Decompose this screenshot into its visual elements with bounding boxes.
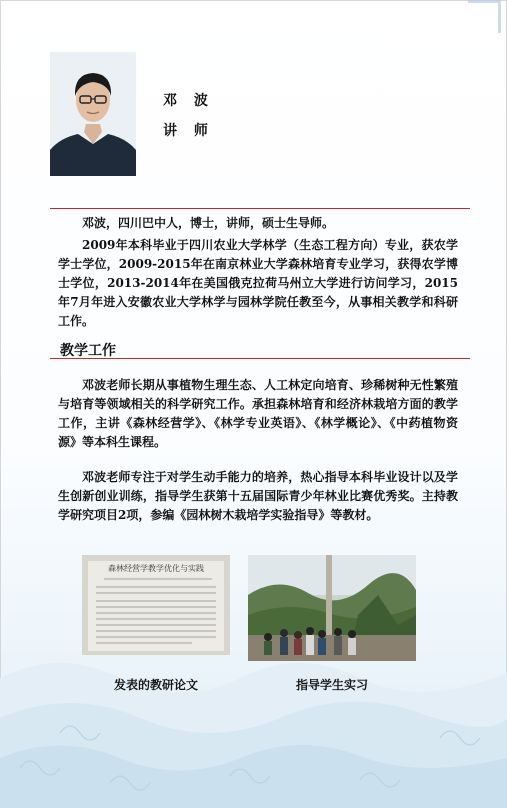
field-trip-caption: 指导学生实习	[295, 678, 368, 692]
paper-photo	[82, 555, 230, 655]
field-trip-photo	[248, 555, 416, 661]
divider-top	[50, 208, 470, 209]
divider-section	[50, 358, 470, 359]
portrait-photo	[50, 52, 136, 176]
paper-title-text: 森林经营学教学优化与实践	[108, 564, 204, 573]
teaching-paragraph-1: 邓波老师长期从事植物生理生态、人工林定向培育、珍稀树种无性繁殖与培育等领域相关的科学研究工作。承担森林培育和经济林栽培方面的教学工作，主讲《森林经营学》、《林学专业英语》、《林学概论》、《中药植物资源》等本科生课程。	[58, 378, 458, 449]
teaching-paragraph-2: 邓波老师专注于对学生动手能力的培养，热心指导本科毕业设计以及学生创新创业训练，指导学生获第十五届国际青少年林业比赛优秀奖。主持教学研究项目2项，参编《园林树木栽培学实验指导》等教材。	[58, 470, 458, 522]
person-title: 讲 师	[163, 123, 214, 139]
bio-education: 2009年本科毕业于四川农业大学林学（生态工程方向）专业，获农学学士学位，2009-2015年在南京林业大学森林培育专业学习，获得农学博士学位，2013-2014年在美国俄克拉荷马州立大学进行访问学习，2015年7月年进入安徽农业大学林学与园林学院任教至今，从事相关教学和科研工作。	[58, 238, 458, 328]
paper-caption: 发表的教研论文	[113, 678, 198, 692]
corner-decoration	[468, 0, 501, 33]
person-name: 邓 波	[163, 93, 214, 109]
section-heading-teaching: 教学工作	[60, 343, 116, 359]
bio-intro: 邓波，四川巴中人，博士，讲师，硕士生导师。	[82, 216, 335, 230]
